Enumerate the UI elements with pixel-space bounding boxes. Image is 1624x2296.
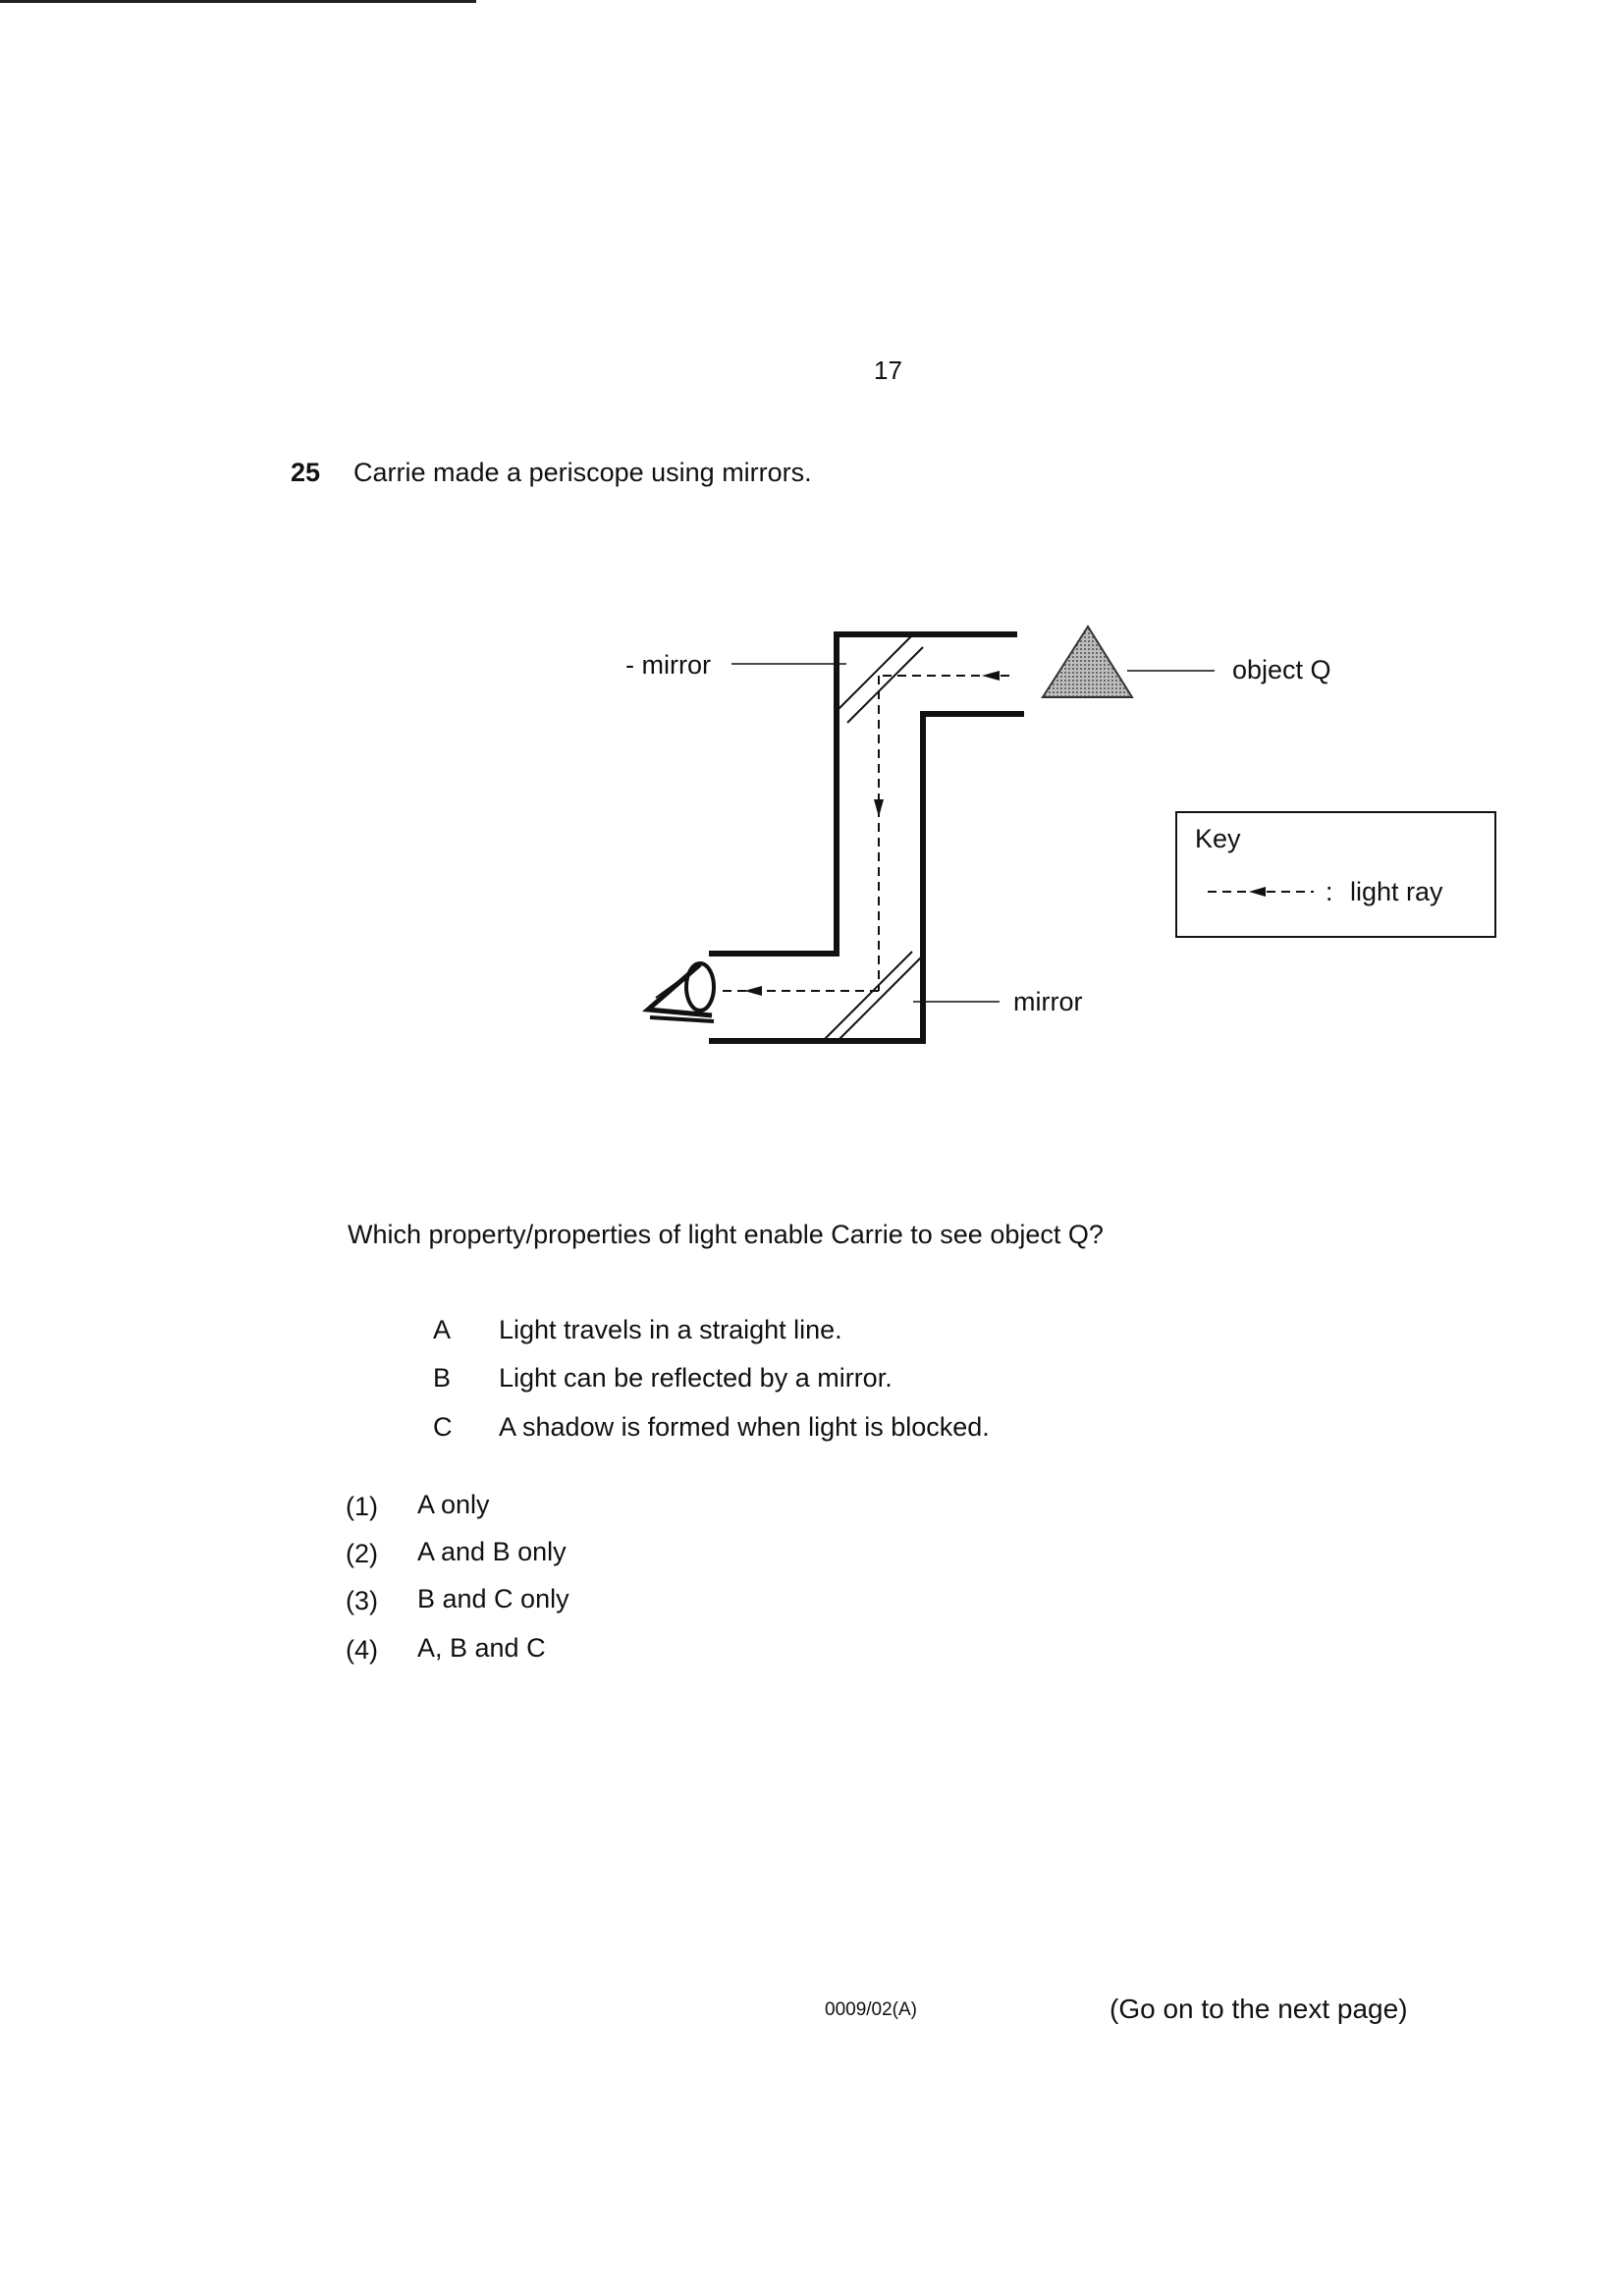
option-number: (4) (346, 1635, 378, 1665)
statement-text: Light travels in a straight line. (499, 1315, 842, 1344)
label-mirror-top: - mirror (625, 650, 711, 680)
option-text: B and C only (417, 1584, 569, 1613)
go-on-note: (Go on to the next page) (1110, 1994, 1408, 2024)
statement-letter: B (433, 1363, 452, 1393)
option-number: (1) (346, 1492, 378, 1521)
periscope-diagram (0, 0, 1624, 1100)
statement-text: Light can be reflected by a mirror. (499, 1363, 893, 1393)
paper-code: 0009/02(A) (825, 1999, 918, 2020)
periscope-tube (712, 634, 1021, 1041)
key-separator: : (1326, 877, 1333, 906)
option-number: (3) (346, 1586, 378, 1615)
question-stem: Carrie made a periscope using mirrors. (353, 458, 812, 487)
option-number: (2) (346, 1539, 378, 1568)
page-number: 17 (874, 355, 902, 385)
object-q-triangle (1043, 627, 1132, 697)
statement-letter: C (433, 1412, 453, 1442)
key-box (1176, 812, 1495, 937)
light-ray (722, 676, 1009, 991)
statement-letter: A (433, 1315, 452, 1344)
option-text: A only (417, 1490, 490, 1519)
option-text: A and B only (417, 1537, 567, 1566)
ray-arrowheads (744, 671, 1000, 996)
key-entry: light ray (1350, 877, 1443, 906)
eye-icon (648, 963, 714, 1021)
mirror-bottom-shape (825, 952, 923, 1039)
question-number: 25 (291, 458, 321, 487)
label-object-q: object Q (1232, 655, 1331, 684)
key-ray-arrowhead (1249, 887, 1266, 897)
key-title: Key (1195, 824, 1241, 853)
option-text: A, B and C (417, 1633, 546, 1663)
statement-text: A shadow is formed when light is blocked. (499, 1412, 990, 1442)
question-prompt: Which property/properties of light enable Carrie to see object Q? (348, 1220, 1104, 1249)
label-mirror-bottom: mirror (1013, 987, 1083, 1016)
